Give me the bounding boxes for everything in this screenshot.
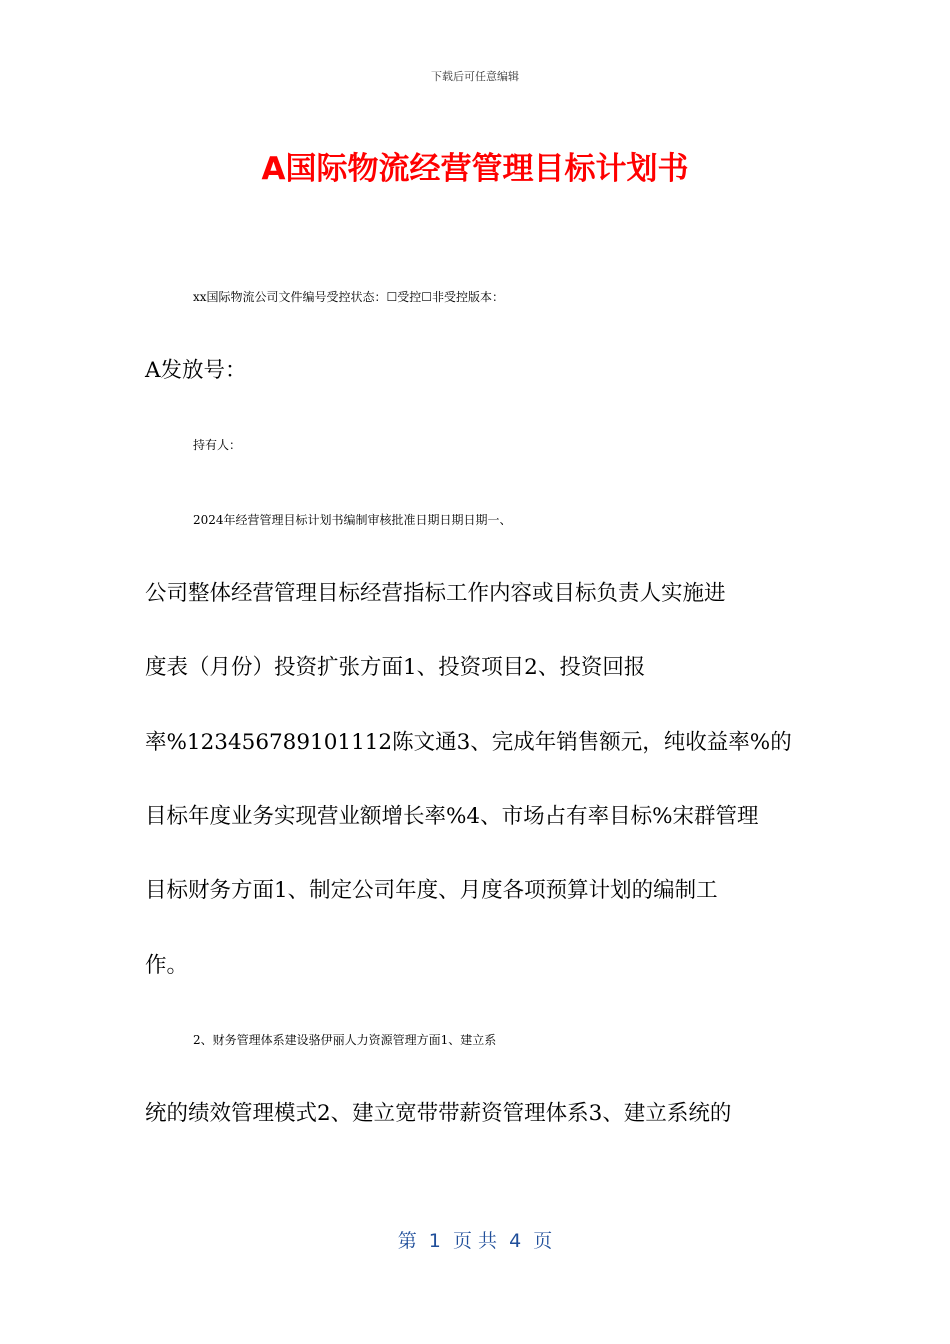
body-line-5: 公司整体经营管理目标经营指标工作内容或目标负责人实施进 (145, 581, 726, 606)
body-line-11: 2、财务管理体系建设骆伊丽人力资源管理方面1、建立系 (193, 1033, 497, 1047)
body-line-8: 目标年度业务实现营业额增长率%4、市场占有率目标%宋群管理 (145, 804, 759, 829)
body-line-6: 度表（月份）投资扩张方面1、投资项目2、投资回报 (145, 655, 646, 680)
body-line-10: 作。 (145, 953, 189, 978)
body-line-1: xx国际物流公司文件编号受控状态：☐受控☐非受控版本： (193, 290, 505, 304)
document-title: A国际物流经营管理目标计划书 (261, 151, 689, 187)
body-line-4: 2024年经营管理目标计划书编制审核批准日期日期日期一、 (193, 513, 512, 527)
page-number-footer: 第 1 页 共 4 页 (397, 1230, 553, 1252)
body-line-12: 统的绩效管理模式2、建立宽带带薪资管理体系3、建立系统的 (145, 1101, 732, 1126)
body-line-2: A发放号： (145, 358, 247, 383)
body-line-3: 持有人： (193, 438, 242, 452)
body-line-9: 目标财务方面1、制定公司年度、月度各项预算计划的编制工 (145, 878, 718, 903)
body-line-7: 率%123456789101112陈文通3、完成年销售额元，纯收益率%的 (145, 730, 792, 755)
header-note: 下载后可任意编辑 (431, 70, 519, 83)
